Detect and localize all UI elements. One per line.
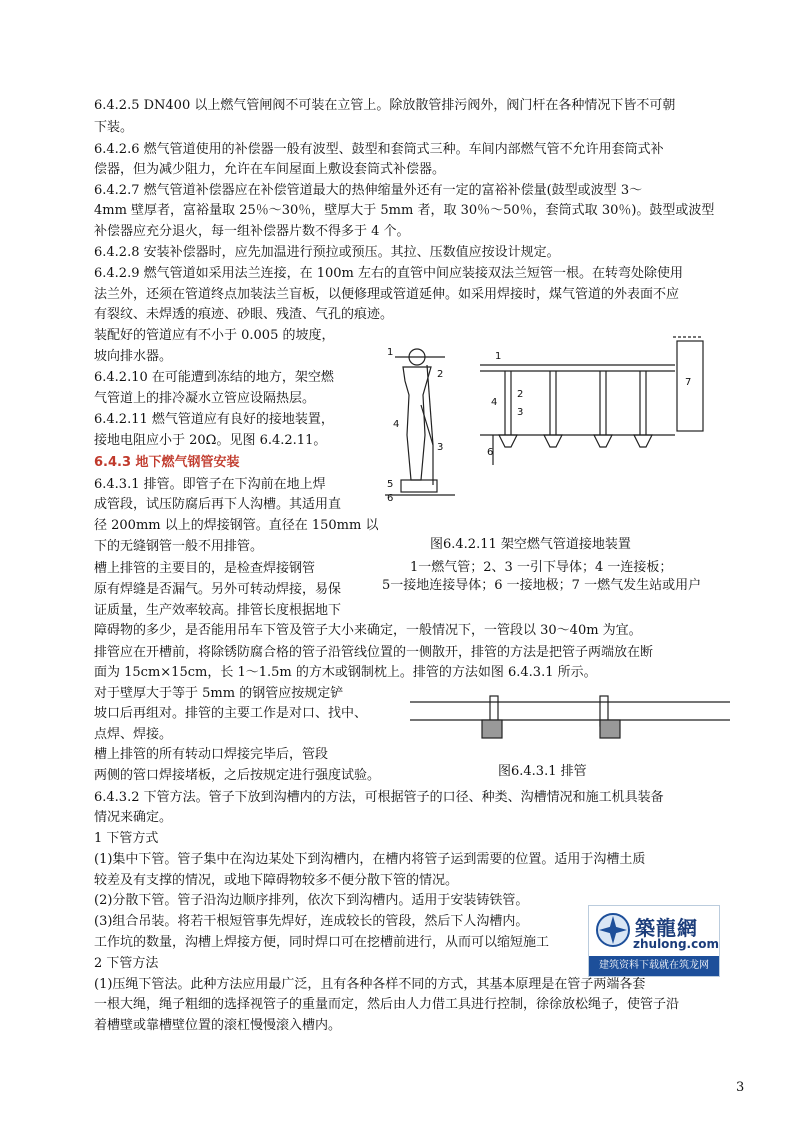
logo-url: zhulong.com bbox=[633, 937, 719, 951]
text-line: 坡向排水器。 bbox=[94, 349, 173, 364]
text-line: 接地电阻应小于 20Ω。见图 6.4.2.11。 bbox=[94, 433, 327, 448]
text-line: 6.4.2.6 燃气管道使用的补偿器一般有波型、鼓型和套筒式三种。车间内部燃气管不允许用套筒式补 bbox=[94, 142, 664, 157]
zhulong-logo bbox=[588, 905, 720, 977]
text-line: 障碍物的多少，是否能用吊车下管及管子大小来确定，一般情况下，一管段以 30～40m 为宜。 bbox=[94, 623, 642, 638]
fig2-title: 图6.4.3.1 排管 bbox=[498, 764, 587, 779]
text-line: 坡口后再组对。排管的主要工作是对口、找中、 bbox=[94, 706, 368, 721]
text-line: 对于壁厚大于等于 5mm 的钢管应按规定铲 bbox=[94, 686, 344, 701]
text-line: 两侧的管口焊接堵板，之后按规定进行强度试验。 bbox=[94, 768, 381, 783]
fig1-label-2b: 2 bbox=[517, 389, 524, 400]
grounding-figure bbox=[385, 335, 705, 515]
pipe-arrangement-figure bbox=[410, 690, 730, 750]
text-line: (1)集中下管。管子集中在沟边某处下到沟槽内，在槽内将管子运到需要的位置。适用于沟槽土质 bbox=[94, 852, 646, 867]
text-line: (1)压绳下管法。此种方法应用最广泛，且有各种各样不同的方式，其基本原理是在管子两端各套 bbox=[94, 977, 646, 992]
text-line: 槽上排管的主要目的，是检查焊接钢管 bbox=[94, 561, 316, 576]
text-line: 2 下管方法 bbox=[94, 956, 159, 971]
text-line: 气管道上的排冷凝水立管应设隔热层。 bbox=[94, 391, 316, 406]
text-line: 径 200mm 以上的焊接钢管。直径在 150mm 以 bbox=[94, 518, 379, 533]
fig1-label-2: 2 bbox=[437, 369, 444, 380]
text-line: 下的无缝钢管一般不用排管。 bbox=[94, 539, 264, 554]
text-line: 1 下管方式 bbox=[94, 831, 159, 846]
fig1-label-3b: 3 bbox=[517, 407, 524, 418]
text-line: (2)分散下管。管子沿沟边顺序排列，依次下到沟槽内。适用于安装铸铁管。 bbox=[94, 893, 529, 908]
text-line: 6.4.2.5 DN400 以上燃气管闸阀不可装在立管上。除放散管排污阀外，阀门杆在各种情况下皆不可朝 bbox=[94, 98, 676, 113]
section-heading: 6.4.3 地下燃气钢管安装 bbox=[94, 455, 240, 470]
text-line: 6.4.3.2 下管方法。管子下放到沟槽内的方法，可根据管子的口径、种类、沟槽情况和施工机具装备 bbox=[94, 790, 664, 805]
fig1-label-6: 6 bbox=[387, 493, 394, 504]
text-line: 6.4.2.7 燃气管道补偿器应在补偿管道最大的热伸缩量外还有一定的富裕补偿量(鼓型或波型 3～ bbox=[94, 183, 643, 198]
text-line: 6.4.2.9 燃气管道如采用法兰连接，在 100m 左右的直管中间应装接双法兰短管一根。在转弯处除使用 bbox=[94, 266, 684, 281]
text-line: 面为 15cm×15cm，长 1～1.5m 的方木或钢制枕上。排管的方法如图 6.4.3.1 所示。 bbox=[94, 665, 597, 680]
text-line: 点焊、焊接。 bbox=[94, 727, 173, 742]
logo-name: 築龍網 bbox=[635, 916, 698, 940]
logo-emblem-icon bbox=[595, 912, 631, 948]
fig1-label-4: 4 bbox=[393, 419, 400, 430]
fig1-label-1b: 1 bbox=[495, 351, 502, 362]
fig1-legend-2: 5一接地连接导体；6 一接地极；7 一燃气发生站或用户 bbox=[382, 578, 702, 593]
text-line: (3)组合吊装。将若干根短管事先焊好，连成较长的管段，然后下人沟槽内。 bbox=[94, 914, 529, 929]
text-line: 法兰外，还须在管道终点加装法兰盲板，以便修理或管道延伸。如采用焊接时，煤气管道的外表面不应 bbox=[94, 287, 680, 302]
text-line: 证质量，生产效率较高。排管长度根据地下 bbox=[94, 603, 342, 618]
text-line: 6.4.2.10 在可能遭到冻结的地方，架空燃 bbox=[94, 370, 334, 385]
fig1-label-1: 1 bbox=[387, 347, 394, 358]
fig1-label-6b: 6 bbox=[487, 447, 494, 458]
text-line: 有裂纹、未焊透的痕迹、砂眼、残渣、气孔的痕迹。 bbox=[94, 307, 394, 322]
text-line: 较差及有支撑的情况，或地下障碍物较多不便分散下管的情况。 bbox=[94, 873, 459, 888]
text-line: 情况来确定。 bbox=[94, 810, 173, 825]
text-line: 补偿器应充分退火，每一组补偿器片数不得多于 4 个。 bbox=[94, 224, 410, 239]
text-line: 下装。 bbox=[94, 120, 134, 135]
text-line: 原有焊缝是否漏气。另外可转动焊接，易保 bbox=[94, 582, 342, 597]
text-line: 着槽壁或靠槽壁位置的滚杠慢慢滚入槽内。 bbox=[94, 1018, 342, 1033]
text-line: 偿器，但为减少阻力，允许在车间屋面上敷设套筒式补偿器。 bbox=[94, 162, 446, 177]
text-line: 工作坑的数量，沟槽上焊接方便，同时焊口可在挖槽前进行，从而可以缩短施工 bbox=[94, 935, 550, 950]
text-line: 6.4.3.1 排管。即管子在下沟前在地上焊 bbox=[94, 477, 326, 492]
fig1-label-4b: 4 bbox=[491, 397, 498, 408]
logo-slogan: 建筑资料下载就在筑龙网 bbox=[589, 956, 719, 976]
fig1-legend-1: 1一燃气管；2、3 一引下导体；4 一连接板； bbox=[410, 560, 673, 575]
fig1-title: 图6.4.2.11 架空燃气管道接地装置 bbox=[430, 537, 631, 552]
text-line: 6.4.2.8 安装补偿器时，应先加温进行预拉或预压。其拉、压数值应按设计规定。 bbox=[94, 245, 560, 260]
text-line: 4mm 壁厚者，富裕量取 25％～30％，壁厚大于 5mm 者，取 30％～50％，套筒式取 30％)。鼓型或波型 bbox=[94, 203, 715, 218]
text-line: 排管应在开槽前，将除锈防腐合格的管子沿管线位置的一侧散开，排管的方法是把管子两端放在断 bbox=[94, 645, 654, 660]
text-line: 槽上排管的所有转动口焊接完毕后，管段 bbox=[94, 747, 329, 762]
fig1-label-5: 5 bbox=[387, 479, 394, 490]
fig1-label-7: 7 bbox=[685, 377, 692, 388]
text-line: 6.4.2.11 燃气管道应有良好的接地装置， bbox=[94, 412, 334, 427]
text-line: 装配好的管道应有不小于 0.005 的坡度， bbox=[94, 328, 335, 343]
page-number: 3 bbox=[736, 1080, 745, 1095]
text-line: 成管段，试压防腐后再下人沟槽。其适用直 bbox=[94, 497, 342, 512]
fig1-label-3: 3 bbox=[437, 442, 444, 453]
text-line: 一根大绳，绳子粗细的选择视管子的重量而定，然后由人力借工具进行控制，徐徐放松绳子，使管子沿 bbox=[94, 997, 680, 1012]
